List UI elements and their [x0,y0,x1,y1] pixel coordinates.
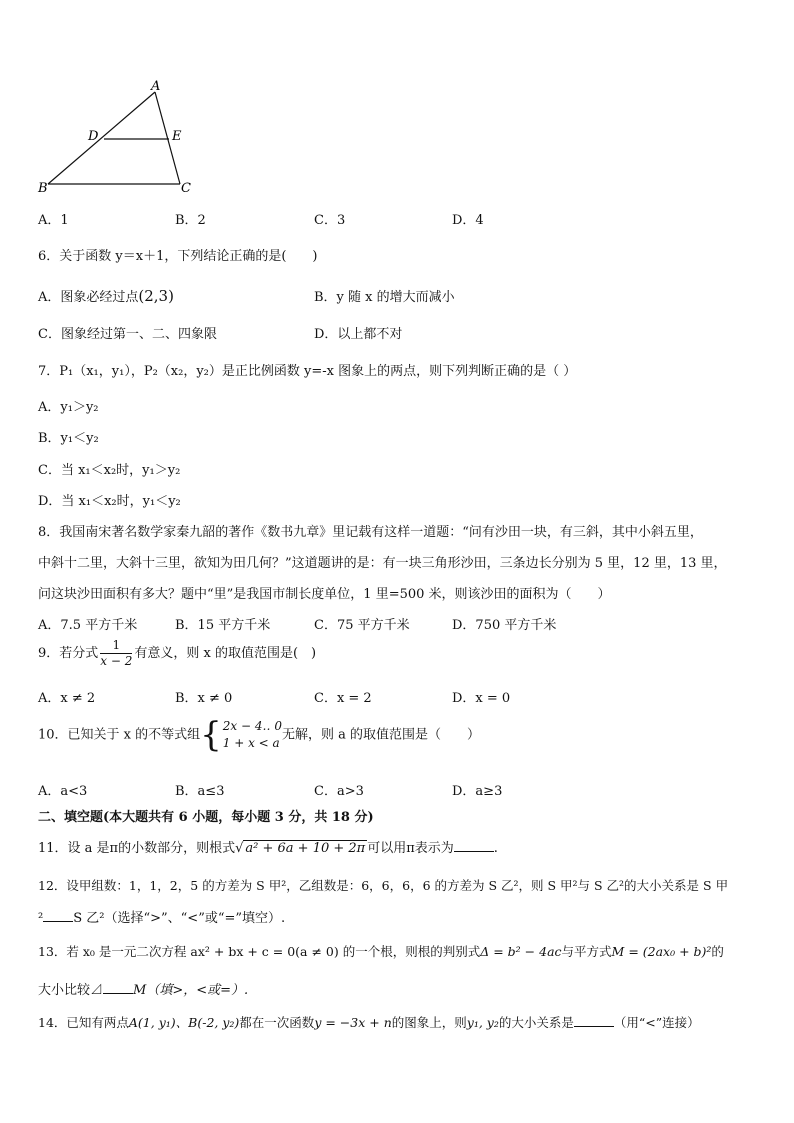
q7-option-c: C．当 x₁＜x₂时，y₁＞y₂ [38,463,181,478]
q11-stem [38,837,498,856]
q8-line-2: 中斜十二里，大斜十三里，欲知为田几何？”这道题讲的是：有一块三角形沙田，三条边长分别为 5 里，12 里，13 里， [38,556,727,571]
q14-function: y = −3x + n [314,1015,392,1030]
q11-radicand: a² + 6a + 10 + 2π [245,841,366,856]
q10-stem-pre: 10．已知关于 x 的不等式组 [38,727,201,743]
q14-points: A(1, y₁)、B(-2, y₂) [128,1015,240,1030]
q6-option-a [38,286,174,305]
q5-option-c: C．3 [314,213,346,228]
q6-option-d: D．以上都不对 [314,327,403,342]
q6-point: (2,3) [138,287,174,305]
q5-option-d: D．4 [452,213,484,228]
q7-option-d: D．当 x₁＜x₂时，y₁＜y₂ [38,494,181,509]
q11-end: . [493,841,498,856]
q13-discriminant: Δ = b² − 4ac [480,944,562,959]
q8-line-1: 8．我国南宋著名数学家秦九韶的著作《数书九章》里记载有这样一道题：“问有沙田一块，有三斜，其中小斜五里， [38,525,703,540]
q6-stem: 6．关于函数 y＝x＋1，下列结论正确的是( ) [38,249,318,264]
q13-line-1 [38,942,724,960]
q14-mid: 都在一次函数 [239,1015,315,1030]
q9-frac-den: x − 2 [100,654,133,668]
q8-option-a: A．7.5 平方千米 [38,618,138,633]
q9-stem-pre: 9．若分式 [38,646,99,661]
q14-vars: y₁, y₂ [466,1015,499,1030]
q13-line-1-mid: 与平方式 [561,944,612,959]
q12-answer-blank [43,909,73,922]
q13-answer-blank [103,981,133,994]
q12-line-1: 12．设甲组数：1，1，2，5 的方差为 S 甲²，乙组数是：6，6，6，6 的方差为 S 乙²，则 S 甲²与 S 乙²的大小关系是 S 甲 [38,878,729,893]
q10-stem-post: 无解，则 a 的取值范围是（ ） [281,727,480,743]
q8-line-3: 问这块沙田面积有多大？题中“里”是我国市制长度单位，1 里=500 米，则该沙田的面积为（ ） [38,587,611,602]
sqrt-icon: √ [235,841,244,856]
label-d: D [88,129,99,144]
q14-stem [38,1013,700,1031]
q13-line-2-post: M（填>，<或=）. [133,983,249,998]
q10-option-a: A．a<3 [38,784,88,799]
q11-stem-pre: 11．设 a 是π的小数部分，则根式 [38,841,236,856]
q10-ineq-1: 2x − 4‥ 0 [222,719,282,733]
q8-option-d: D．750 平方千米 [452,618,557,633]
q11-stem-post: 可以用π表示为 [367,841,454,856]
q14-answer-blank [574,1014,614,1027]
q10-brace: { [200,715,222,755]
q6-option-b: B．y 随 x 的增大而减小 [314,290,455,305]
q14-mid-2: 的图象上，则 [391,1015,467,1030]
q7-option-b: B．y₁＜y₂ [38,431,99,446]
q10-option-b: B．a≤3 [175,784,225,799]
q9-stem [38,638,316,669]
label-c: C [181,181,191,196]
q10-ineq-2: 1 + x < a [222,736,280,750]
q9-fraction [100,638,132,669]
q11-answer-blank [454,839,494,852]
q9-option-b: B．x ≠ 0 [175,691,233,706]
q13-line-1-tail: 的 [711,944,724,959]
q12-line-2-post: S 乙²（选择“>”、“<”或“=”填空）. [73,911,286,926]
q13-line-2-pre: 大小比较⊿ [38,983,104,998]
q13-line-2 [38,979,248,998]
triangle-svg [30,78,210,198]
q14-stem-pre: 14．已知有两点 [38,1015,129,1030]
q6-option-c: C．图象经过第一、二、四象限 [38,327,217,342]
q5-option-a: A．1 [38,213,69,228]
q8-option-b: B．15 平方千米 [175,618,271,633]
q14-post: 的大小关系是 [498,1015,574,1030]
q14-tail: （用“<”连接） [613,1015,700,1030]
q10-option-d: D．a≥3 [452,784,503,799]
triangle-figure [30,78,210,198]
q12-line-2-pre: ² [38,911,44,926]
q9-option-a: A．x ≠ 2 [38,691,96,706]
label-e: E [172,129,182,144]
side-ab [48,92,155,184]
q5-option-b: B．2 [175,213,206,228]
q7-option-a: A．y₁＞y₂ [38,400,99,415]
q12-line-2 [38,907,285,926]
q10-option-c: C．a>3 [314,784,364,799]
q13-square: M = (2ax₀ + b)² [611,944,712,959]
label-b: B [38,181,48,196]
q10-stem [38,715,480,755]
q9-option-d: D．x = 0 [452,691,511,706]
q7-stem: 7．P₁（x₁，y₁），P₂（x₂，y₂）是正比例函数 y=-x 图象上的两点，则下列判断正确的是（ ） [38,364,577,379]
q13-line-1-pre: 13．若 x₀ 是一元二次方程 ax² + bx + c = 0(a ≠ 0) 的一个根，则根的判别式 [38,944,481,959]
section-2-title: 二、填空题(本大题共有 6 小题，每小题 3 分，共 18 分) [38,810,374,825]
q9-stem-post: 有意义，则 x 的取值范围是( ) [134,646,317,661]
label-a: A [151,79,161,94]
q6-option-a-text: A．图象必经过点 [38,290,139,305]
q10-system [223,718,282,752]
q9-option-c: C．x = 2 [314,691,372,706]
q9-frac-num: 1 [100,638,132,654]
q8-option-c: C．75 平方千米 [314,618,410,633]
